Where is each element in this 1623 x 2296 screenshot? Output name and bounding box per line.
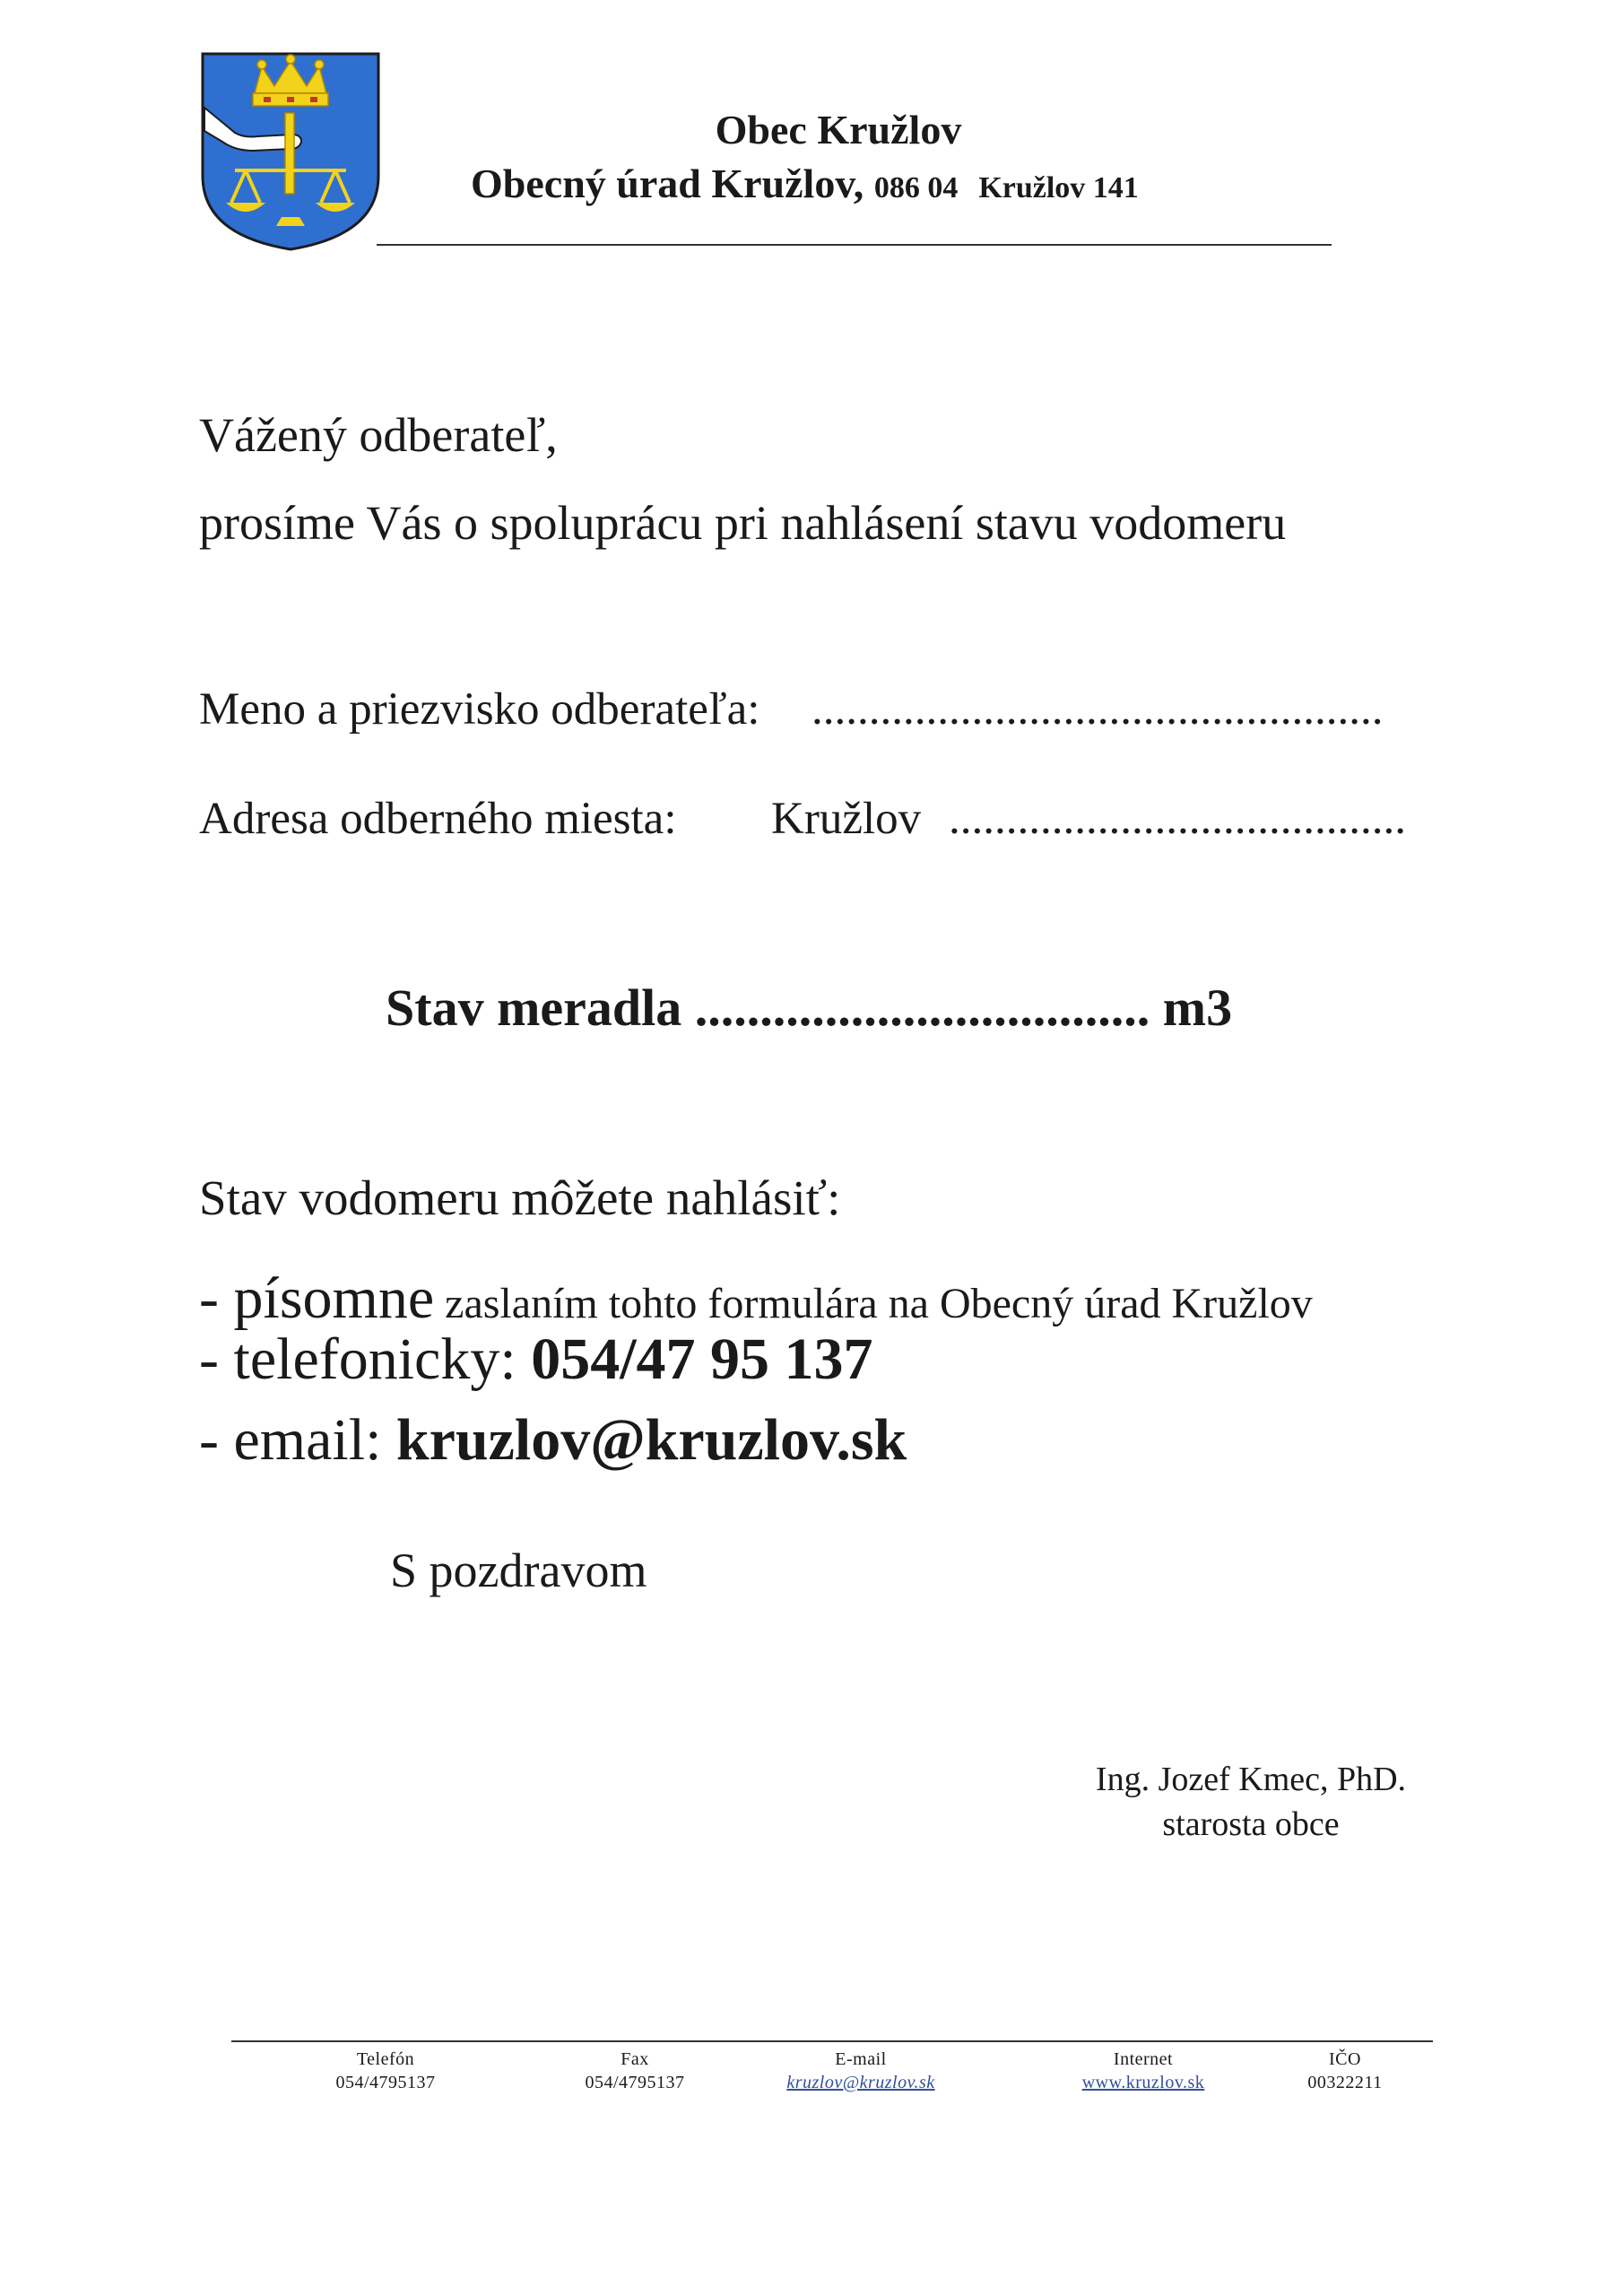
footer-fax-label: Fax: [621, 2049, 649, 2069]
office-name: Obecný úrad Kružlov,: [471, 161, 864, 206]
footer-email-label: E-mail: [835, 2049, 887, 2069]
reporting-heading: Stav vodomeru môžete nahlásiť:: [199, 1170, 841, 1225]
option-written: [199, 1265, 1313, 1333]
footer-fax-value: 054/4795137: [585, 2073, 685, 2092]
address-field-blank[interactable]: ........................................: [949, 794, 1406, 844]
street-address: Kružlov 141: [978, 171, 1139, 204]
name-field-label: Meno a priezvisko odberateľa:: [199, 684, 760, 735]
address-field-label: Adresa odberného miesta:: [199, 794, 677, 844]
footer-divider: [231, 2040, 1433, 2042]
option-email: [199, 1406, 907, 1474]
email-prefix: - email:: [199, 1407, 396, 1473]
meter-label: Stav meradla: [386, 978, 682, 1037]
email-address[interactable]: kruzlov@kruzlov.sk: [395, 1407, 907, 1473]
footer-ico-label: IČO: [1329, 2049, 1361, 2069]
intro-text: prosíme Vás o spoluprácu pri nahlásení stavu vodomeru: [199, 496, 1287, 550]
signatory-name: Ing. Jozef Kmec, PhD.: [1095, 1761, 1407, 1798]
footer-website-link[interactable]: www.kruzlov.sk: [1081, 2073, 1205, 2092]
footer-phone-value: 054/4795137: [335, 2073, 436, 2092]
phone-number[interactable]: 054/47 95 137: [531, 1326, 873, 1392]
option-phone: [199, 1326, 873, 1394]
footer-internet-label: Internet: [1113, 2049, 1174, 2069]
closing-regards: S pozdravom: [390, 1544, 647, 1597]
written-label: písomne: [233, 1265, 435, 1331]
meter-reading-line: [386, 978, 1232, 1038]
header-divider: [377, 244, 1332, 246]
footer-ico: [1211, 2048, 1480, 2094]
footer-phone-label: Telefón: [356, 2049, 415, 2069]
greeting: Vážený odberateľ,: [199, 408, 558, 462]
meter-blank[interactable]: ...................................: [694, 978, 1150, 1037]
office-address: [471, 160, 1139, 207]
meter-unit: m3: [1162, 978, 1233, 1037]
postal-code: 086 04: [873, 171, 959, 204]
written-prefix: -: [199, 1265, 234, 1331]
address-field-value: Kružlov: [771, 794, 922, 844]
phone-prefix: - telefonicky:: [199, 1326, 532, 1392]
footer-ico-value: 00322211: [1307, 2073, 1383, 2092]
signatory-role: starosta obce: [1162, 1805, 1340, 1843]
footer-email-link[interactable]: kruzlov@kruzlov.sk: [786, 2073, 935, 2092]
footer-email: [726, 2048, 995, 2094]
written-text: zaslaním tohto formulára na Obecný úrad Kružlov: [434, 1280, 1313, 1327]
footer-phone: [251, 2048, 520, 2094]
municipality-name: Obec Kružlov: [715, 107, 962, 152]
name-field-blank[interactable]: ..................................................: [812, 684, 1384, 735]
